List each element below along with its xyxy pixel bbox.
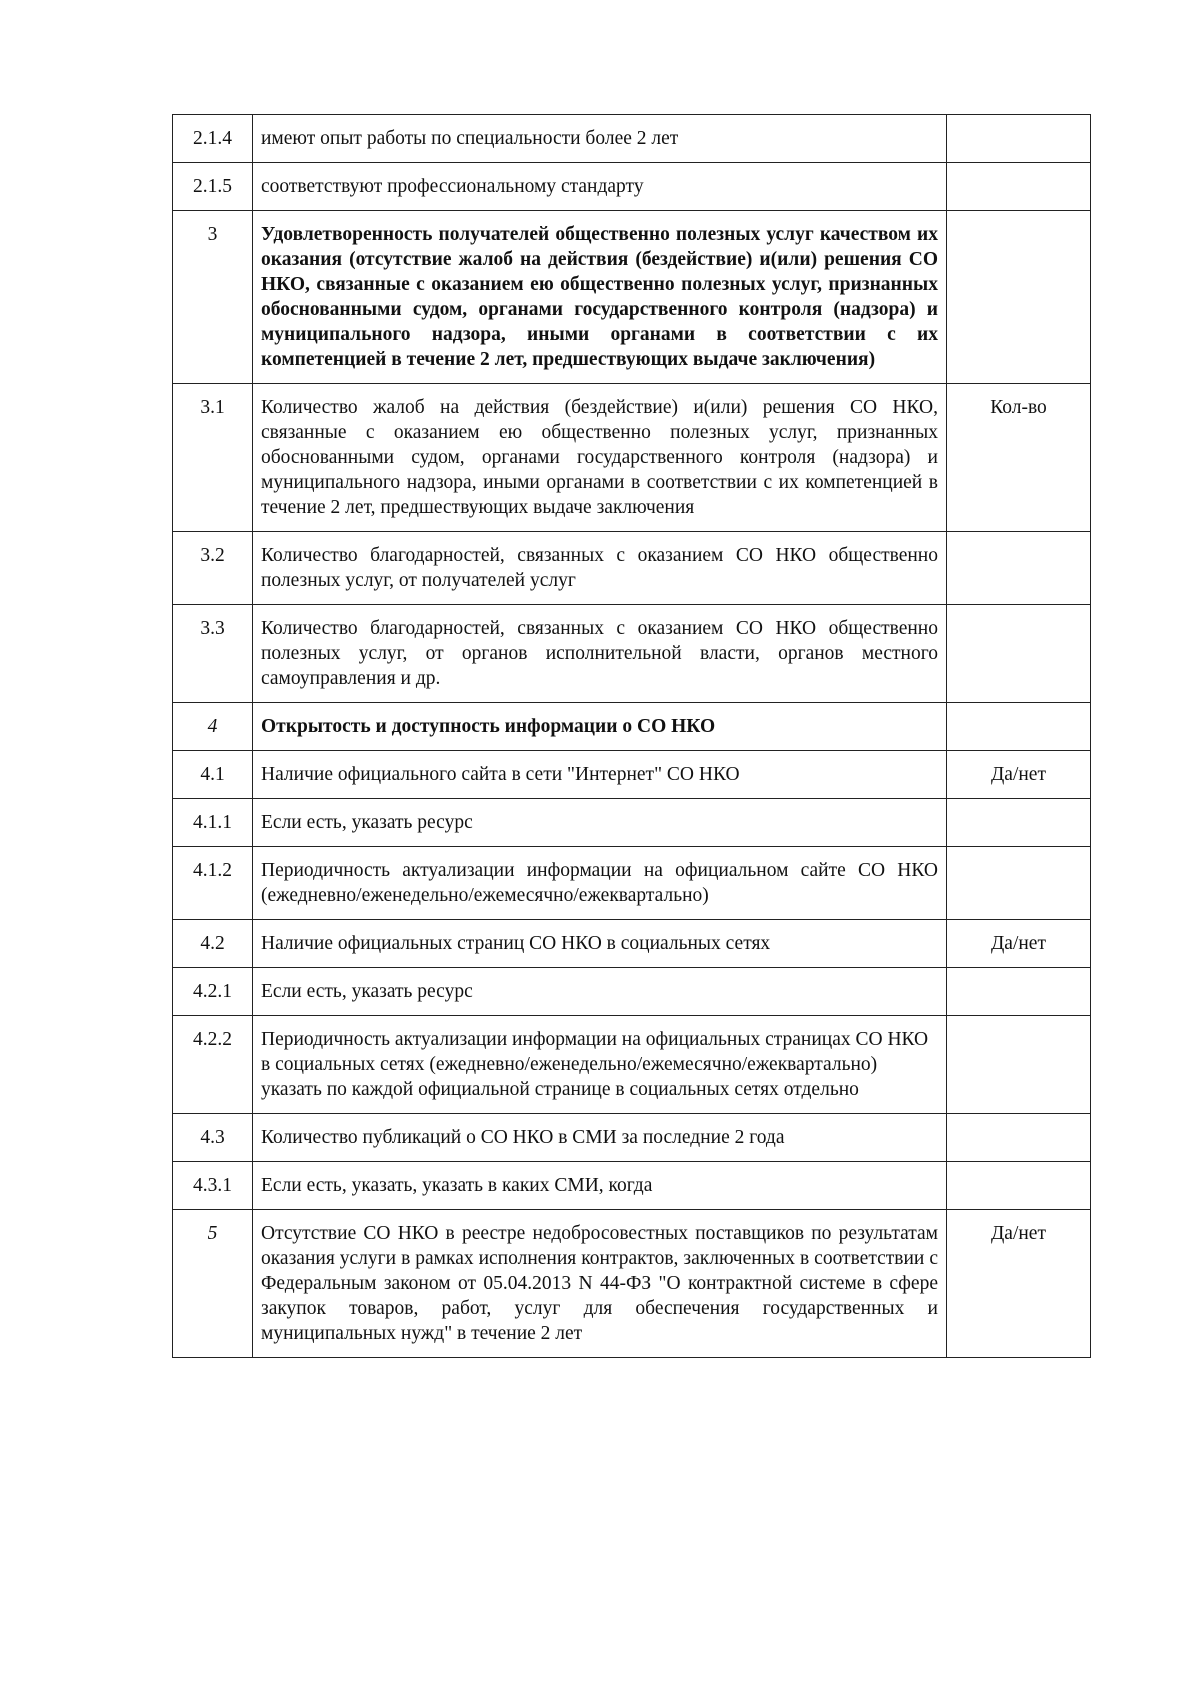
row-number: 4.1 bbox=[173, 751, 253, 799]
row-number: 4.2.1 bbox=[173, 968, 253, 1016]
table-row bbox=[173, 920, 1091, 968]
row-number: 4.2 bbox=[173, 920, 253, 968]
table-row bbox=[173, 532, 1091, 605]
row-unit bbox=[947, 799, 1091, 847]
row-unit bbox=[947, 1114, 1091, 1162]
table-row bbox=[173, 605, 1091, 703]
row-number: 4.1.2 bbox=[173, 847, 253, 920]
table-row bbox=[173, 1162, 1091, 1210]
row-text: Периодичность актуализации информации на официальных страницах СО НКО в социальных сетях (ежедневно/еженедельно/ежемесячно/ежеквартально) указать по каждой официальной странице в социальных сетях отдельно bbox=[253, 1016, 947, 1114]
row-text: Количество благодарностей, связанных с оказанием СО НКО общественно полезных услуг, от органов исполнительной власти, органов местного самоуправления и др. bbox=[253, 605, 947, 703]
section-heading: Удовлетворенность получателей общественно полезных услуг качеством их оказания (отсутствие жалоб на действия (бездействие) и(или) решения СО НКО, связанные с оказанием ею общественно полезных услуг, признанных обоснованными судом, органами государственного контроля (надзора) и муниципального надзора, иными органами в соответствии с их компетенцией в течение 2 лет, предшествующих выдаче заключения) bbox=[253, 211, 947, 384]
row-number: 4.2.2 bbox=[173, 1016, 253, 1114]
row-text: Если есть, указать ресурс bbox=[253, 968, 947, 1016]
table-row bbox=[173, 115, 1091, 163]
table-row bbox=[173, 799, 1091, 847]
section-number: 4 bbox=[173, 703, 253, 751]
table-row bbox=[173, 384, 1091, 532]
section-row bbox=[173, 1210, 1091, 1358]
row-unit bbox=[947, 532, 1091, 605]
section-number: 5 bbox=[173, 1210, 253, 1358]
table-row bbox=[173, 847, 1091, 920]
row-unit bbox=[947, 115, 1091, 163]
row-unit bbox=[947, 703, 1091, 751]
row-number: 4.3 bbox=[173, 1114, 253, 1162]
row-text: Количество жалоб на действия (бездействие) и(или) решения СО НКО, связанные с оказанием ею общественно полезных услуг, признанных обоснованными судом, органами государственного контроля (надзора) и муниципального надзора, иными органами в соответствии с их компетенцией в течение 2 лет, предшествующих выдаче заключения bbox=[253, 384, 947, 532]
row-number: 2.1.5 bbox=[173, 163, 253, 211]
row-unit bbox=[947, 847, 1091, 920]
table-row bbox=[173, 1114, 1091, 1162]
row-unit bbox=[947, 163, 1091, 211]
row-number: 4.3.1 bbox=[173, 1162, 253, 1210]
row-number: 3.3 bbox=[173, 605, 253, 703]
section-row bbox=[173, 211, 1091, 384]
section-row bbox=[173, 703, 1091, 751]
row-number: 3.1 bbox=[173, 384, 253, 532]
row-text: Наличие официальных страниц СО НКО в социальных сетях bbox=[253, 920, 947, 968]
row-number: 3.2 bbox=[173, 532, 253, 605]
row-text: Если есть, указать ресурс bbox=[253, 799, 947, 847]
section-heading: Открытость и доступность информации о СО НКО bbox=[253, 703, 947, 751]
table-row bbox=[173, 1016, 1091, 1114]
row-number: 2.1.4 bbox=[173, 115, 253, 163]
row-text: Периодичность актуализации информации на официальном сайте СО НКО (ежедневно/еженедельно/ежемесячно/ежеквартально) bbox=[253, 847, 947, 920]
row-text: Количество публикаций о СО НКО в СМИ за последние 2 года bbox=[253, 1114, 947, 1162]
row-text: Количество благодарностей, связанных с оказанием СО НКО общественно полезных услуг, от получателей услуг bbox=[253, 532, 947, 605]
row-text: Отсутствие СО НКО в реестре недобросовестных поставщиков по результатам оказания услуги в рамках исполнения контрактов, заключенных в соответствии с Федеральным законом от 05.04.2013 N 44-ФЗ "О контрактной системе в сфере закупок товаров, работ, услуг для обеспечения государственных и муниципальных нужд" в течение 2 лет bbox=[253, 1210, 947, 1358]
row-number: 4.1.1 bbox=[173, 799, 253, 847]
row-unit bbox=[947, 211, 1091, 384]
row-unit: Да/нет bbox=[947, 1210, 1091, 1358]
row-unit bbox=[947, 968, 1091, 1016]
row-unit: Да/нет bbox=[947, 920, 1091, 968]
table-row bbox=[173, 751, 1091, 799]
table-row bbox=[173, 968, 1091, 1016]
row-text: Наличие официального сайта в сети "Интернет" СО НКО bbox=[253, 751, 947, 799]
table-row bbox=[173, 163, 1091, 211]
row-unit bbox=[947, 1016, 1091, 1114]
criteria-table bbox=[172, 114, 1091, 1358]
section-number: 3 bbox=[173, 211, 253, 384]
row-text: Если есть, указать, указать в каких СМИ, когда bbox=[253, 1162, 947, 1210]
row-unit: Кол-во bbox=[947, 384, 1091, 532]
row-unit bbox=[947, 605, 1091, 703]
row-unit: Да/нет bbox=[947, 751, 1091, 799]
row-text: соответствуют профессиональному стандарту bbox=[253, 163, 947, 211]
row-unit bbox=[947, 1162, 1091, 1210]
row-text: имеют опыт работы по специальности более 2 лет bbox=[253, 115, 947, 163]
